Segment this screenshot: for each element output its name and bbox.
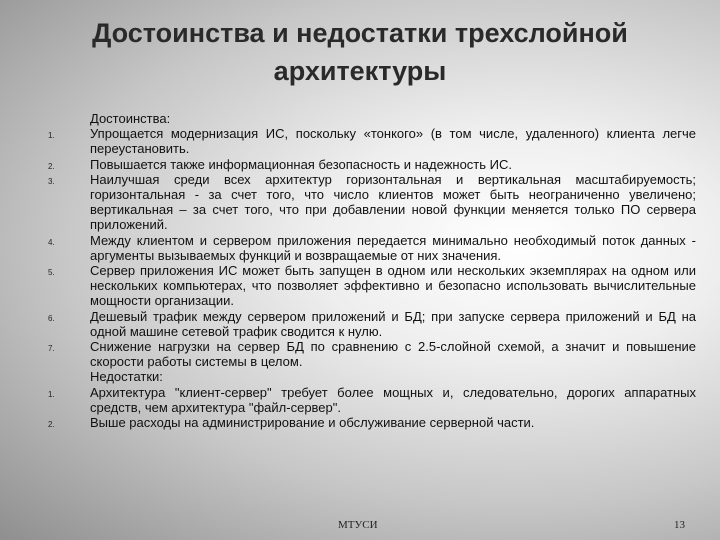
list-number: 1. — [48, 389, 55, 399]
list-number: 2. — [48, 420, 55, 430]
list-item — [0, 415, 720, 430]
slide-body — [0, 111, 720, 430]
list-item-text: Повышается также информационная безопасность и надежность ИС. — [90, 156, 512, 172]
advantages-heading: Достоинства: — [90, 111, 171, 126]
list-number: 1. — [48, 131, 55, 141]
list-item-text: Дешевый трафик между сервером приложений и БД; при запуске сервера приложений и БД на одной машине сетевой трафик сводится к нулю. — [90, 308, 696, 339]
list-number: 2. — [48, 161, 55, 171]
list-item — [0, 233, 720, 263]
disadvantages-heading: Недостатки: — [90, 369, 163, 385]
list-item — [0, 126, 720, 156]
footer-organization: МТУСИ — [338, 519, 378, 531]
list-item-text: Выше расходы на администрирование и обслуживание серверной части. — [90, 415, 535, 431]
list-item — [0, 385, 720, 415]
list-item-text: Между клиентом и сервером приложения передается минимально необходимый поток данных - аргументы вызываемых функций и возвращаемые от них значения. — [90, 232, 696, 263]
list-number: 6. — [48, 313, 55, 323]
list-item — [0, 263, 720, 309]
page-number: 13 — [674, 519, 685, 531]
list-item — [0, 172, 720, 233]
list-item — [0, 309, 720, 339]
list-item-text: Архитектура "клиент-сервер" требует более мощных и, следовательно, дорогих аппаратных средств, чем архитектура "файл-сервер". — [90, 384, 696, 415]
list-item-text: Сервер приложения ИС может быть запущен в одном или нескольких экземплярах на одном или нескольких компьютерах, что позволяет эффективно и безопасно использовать вычислительные мощности организации. — [90, 263, 696, 309]
slide-title: Достоинства и недостатки трехслойной архитектуры — [92, 18, 628, 86]
list-item-text: Снижение нагрузки на сервер БД по сравнению с 2.5-слойной схемой, а значит и повышение скорости работы системы в целом. — [90, 339, 696, 370]
list-item — [0, 157, 720, 172]
list-item-text: Упрощается модернизация ИС, поскольку «тонкого» (в том числе, удаленного) клиента легче переустановить. — [90, 126, 696, 157]
list-number: 5. — [48, 268, 55, 278]
list-number: 7. — [48, 344, 55, 354]
list-number: 4. — [48, 237, 55, 247]
list-item-text: Наилучшая среди всех архитектур горизонтальная и вертикальная масштабируемость; горизонтальная - за счет того, что число клиентов может быть неограниченно увеличено; вертикальная – за счет того, что при добавлении новой функции меняется только ПО сервера приложений. — [90, 171, 696, 233]
list-number: 3. — [48, 176, 55, 186]
list-item — [0, 339, 720, 369]
